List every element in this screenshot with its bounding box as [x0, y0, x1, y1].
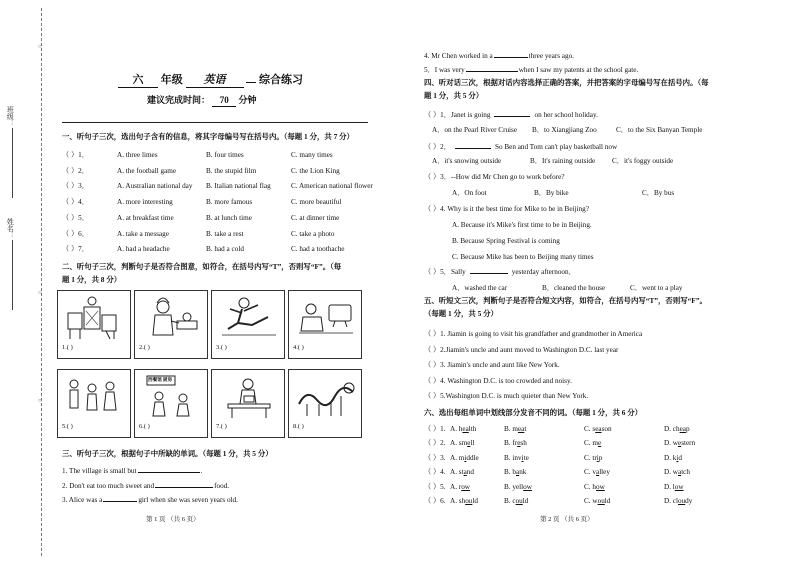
answer-blank[interactable]: [138, 466, 200, 473]
question-text-end: yesterday afternoon．: [511, 268, 576, 276]
underlined-sound: a: [677, 468, 682, 477]
fill-blank-sentence: [62, 495, 238, 505]
word-part: h: [458, 425, 463, 433]
word-option: [504, 497, 528, 506]
option-c: C. the Lion King: [291, 166, 340, 175]
underlined-sound: ou: [597, 497, 605, 505]
word-part: lley: [599, 468, 610, 477]
answer-blank[interactable]: [155, 481, 213, 488]
page-footer-left: 第 1 页 （共 6 页）: [146, 516, 200, 523]
picture-8-dragon-dance: [288, 369, 362, 438]
word-option: [664, 439, 695, 448]
section-6-heading: 六、选出每组单词中划线部分发音不同的词。（每题 1 分，共 6 分）: [424, 408, 643, 417]
question-line: [424, 110, 598, 120]
name-label: 姓名：: [6, 218, 15, 239]
picture-2-cooking: [134, 290, 208, 359]
question-number: （ ）1.: [424, 425, 446, 433]
underlined-sound: i: [464, 453, 467, 462]
statement-item: （ ）2.Jiamin's uncle and aunt moved to Washington D.C. last year: [424, 345, 619, 354]
answer-option: B. Because Spring Festival is coming: [452, 237, 560, 245]
underlined-sound: ow: [595, 482, 605, 491]
answer-blank[interactable]: [455, 142, 491, 149]
word-part: tch: [681, 468, 690, 477]
binding-circle: ○: [38, 398, 42, 404]
sentence-end: girl when she was seven years old.: [138, 496, 238, 504]
word-option: [664, 468, 690, 477]
section-1-heading: 一、听句子三次，选出句子含有的信息，将其字母编号写在括号内。（每题 1 分，共 7 分）: [62, 132, 354, 141]
option-c: C. had a toothache: [291, 245, 345, 254]
question-text: （ ）2．: [424, 143, 451, 151]
word-part: ddle: [466, 453, 479, 462]
question-text: （ ）4. Why is it the best time for Mike to be in Beijing?: [424, 205, 589, 213]
sentence-end: .: [200, 467, 203, 475]
picture-8-label: 8.( ): [293, 423, 304, 431]
picture-2-label: 2.( ): [139, 344, 150, 352]
page-footer-right: 第 2 页 （共 6 页）: [540, 516, 594, 523]
option-a: A. Australian national day: [117, 182, 193, 191]
question-number: （ ）3．: [62, 182, 89, 191]
chef-icon: [141, 295, 203, 341]
answer-blank[interactable]: [103, 495, 137, 502]
option-a: A. had a headache: [117, 245, 170, 254]
word-part: B. m: [504, 425, 518, 433]
question-number: （ ）6.: [424, 497, 446, 505]
question-number: （ ）2．: [62, 166, 89, 175]
underlined-sound: e: [467, 439, 471, 448]
binding-circle: ○: [38, 44, 42, 50]
time-label: 建议完成时间：: [147, 95, 211, 105]
word-part: d: [678, 453, 682, 462]
question-text-end: So Ben and Tom can't play basketball now: [494, 143, 618, 151]
class-blank-line: [12, 128, 13, 198]
question-number: （ ）4．: [62, 198, 89, 207]
underlined-sound: i: [596, 453, 599, 462]
answer-option: A．washed the car: [452, 284, 508, 292]
word-option: [504, 483, 532, 492]
word-part: son: [601, 425, 612, 433]
picture-5-label: 5.( ): [62, 423, 73, 431]
underlined-sound: e: [677, 439, 682, 448]
underlined-sound: ow: [461, 482, 470, 491]
word-part: A. r: [450, 482, 462, 491]
option-c: C. many times: [291, 151, 333, 159]
time-unit: 分钟: [238, 95, 257, 105]
word-option: [504, 439, 527, 448]
word-part: lth: [468, 425, 477, 433]
sentence-end: food.: [214, 481, 230, 490]
word-part: nd: [466, 468, 474, 477]
answer-option: B．cleaned the house: [542, 284, 606, 292]
section-5-subheading: （每题 1 分，共 5 分）: [424, 309, 498, 318]
picture-3-label: 3.( ): [216, 344, 227, 352]
word-part: t: [524, 425, 527, 433]
question-line: [424, 267, 576, 277]
word-part: ll: [470, 439, 475, 448]
word-option: [664, 425, 690, 434]
option-c: C. more beautiful: [291, 198, 342, 207]
word-part: C. tr: [584, 453, 597, 462]
picture-6-restaurant: [134, 369, 208, 438]
grade-suffix: 年级: [160, 74, 183, 86]
question-number: （ ）1．: [62, 151, 89, 159]
word-option: [504, 454, 529, 463]
option-b: B. more famous: [206, 198, 253, 207]
sentence-start: 4. Mr Chen worked in a: [424, 52, 493, 60]
word-part: A. st: [450, 468, 464, 477]
picture-4-tv: [288, 290, 362, 359]
word-option: [584, 497, 610, 506]
picture-4-label: 4.( ): [293, 344, 304, 352]
section-5-heading: 五、听短文三次，判断句子是否符合短文内容，如符合，在括号内写“T”，否则写“F”。: [424, 296, 707, 305]
question-line: [424, 142, 617, 152]
underlined-sound: e: [517, 439, 521, 448]
underlined-sound: a: [595, 468, 600, 477]
word-part: ld: [604, 497, 611, 505]
option-b: B. the stupid film: [206, 166, 257, 175]
tv-watching-icon: [295, 295, 357, 341]
option-b: B. four times: [206, 151, 244, 159]
question-number: （ ）5．: [62, 213, 89, 222]
word-option: [450, 454, 479, 463]
sentence-start: 1. The village is small but: [62, 467, 137, 475]
answer-option: A．On foot: [452, 189, 487, 197]
option-a: A. at breakfast time: [117, 213, 174, 222]
sentence-start: 2. Don't eat too much sweet and: [62, 481, 155, 490]
option-c: C. American national flower: [291, 182, 373, 191]
picture-5-family: [57, 369, 131, 438]
question-text-end: on her school holiday.: [534, 111, 598, 119]
word-part: ld: [472, 497, 478, 505]
kungfu-icon: [218, 295, 280, 341]
answer-option: B．to Xiangjiang Zoo: [532, 126, 597, 134]
underlined-sound: ea: [679, 425, 686, 433]
answer-option: A. Because it's Mike's first time to be in Beijing.: [452, 221, 592, 229]
title-suffix: 综合练习: [259, 74, 303, 86]
reading-icon: [218, 374, 280, 420]
word-part: stern: [681, 439, 696, 448]
header-rule: [62, 122, 368, 123]
option-b: B. at lunch time: [206, 213, 252, 222]
option-c: C. take a photo: [291, 229, 335, 238]
word-option: [664, 497, 692, 506]
picture-7-label: 7.( ): [216, 423, 227, 431]
underlined-sound: ou: [515, 497, 523, 505]
word-part: nk: [519, 468, 527, 477]
question-text: （ ）3．--How did Mr Chen go to work before?: [424, 173, 565, 181]
word-part: B. b: [504, 468, 516, 477]
question-text: （ ）5．Sally: [424, 268, 466, 276]
question-number: （ ）5.: [424, 482, 446, 491]
word-part: D. ch: [664, 425, 680, 433]
word-part: B. fr: [504, 439, 518, 448]
underlined-sound: i: [521, 453, 524, 462]
word-option: [664, 483, 684, 492]
word-option: [584, 468, 610, 477]
word-option: [584, 454, 602, 463]
answer-option: A．on the Pearl River Cruise: [432, 126, 518, 134]
answer-blank[interactable]: [466, 65, 518, 72]
question-number: （ ）6．: [62, 229, 89, 238]
fill-blank-sentence: [62, 481, 229, 491]
answer-option: C．it's foggy outside: [612, 157, 674, 165]
dragon-icon: [295, 374, 357, 420]
option-b: B. take a rest: [206, 229, 244, 238]
word-part: B. inv: [504, 453, 522, 462]
underlined-sound: a: [515, 468, 520, 477]
underlined-sound: a: [463, 468, 467, 477]
word-option: [584, 425, 612, 434]
word-part: C. w: [584, 497, 598, 505]
answer-blank[interactable]: [470, 267, 508, 274]
word-part: C. h: [584, 482, 596, 491]
option-a: A. take a message: [117, 229, 169, 238]
answer-blank[interactable]: [494, 110, 530, 117]
word-part: A.: [450, 425, 459, 433]
question-number: （ ）4.: [424, 468, 446, 477]
word-part: D. cl: [664, 497, 678, 505]
statement-item: （ ）3. Jiamin's uncle and aunt like New York.: [424, 361, 560, 369]
underlined-sound: ou: [677, 497, 686, 505]
binding-dashed-line: [41, 8, 42, 556]
option-a: A. the football game: [117, 166, 177, 175]
word-part: A. sh: [450, 497, 466, 505]
answer-option: B．It's raining outside: [530, 157, 596, 165]
word-option: [450, 468, 474, 477]
time-value: 70: [212, 95, 236, 107]
underlined-sound: ea: [517, 425, 525, 433]
word-part: B. yell: [504, 482, 524, 491]
shopping-bags-icon: [64, 295, 126, 341]
answer-option: C．By bus: [642, 189, 675, 197]
binding-circle: ○: [38, 290, 42, 296]
underlined-sound: ow: [523, 482, 532, 491]
answer-blank[interactable]: [494, 51, 528, 58]
answer-option: C．to the Six Banyan Temple: [616, 126, 703, 134]
answer-option: B．By bike: [534, 189, 569, 197]
option-b: B. had a cold: [206, 245, 244, 254]
word-part: A. m: [450, 453, 465, 462]
picture-6-label: 6.( ): [139, 423, 150, 431]
page-title: [118, 74, 303, 88]
section-2-heading-line1: 二、听句子三次，判断句子是否符合图意，如符合，在括号内写“T”，否则写“F”。（每: [62, 262, 342, 271]
section-4-heading-line2: 题 1 分，共 5 分）: [424, 91, 484, 100]
section-4-heading-line1: 四、听对话三次，根据对话内容选择正确的答案，并把答案的字母编号写在括号内。（每: [424, 78, 709, 87]
picture-3-kungfu: [211, 290, 285, 359]
section-2-heading-line2: 题 1 分，共 8 分）: [62, 275, 122, 284]
underlined-sound: i: [676, 453, 679, 462]
fill-blank-sentence: [424, 51, 574, 61]
underlined-sound: ou: [465, 497, 473, 505]
family-icon: [64, 374, 126, 420]
grade-value: 六: [118, 74, 158, 88]
picture-7-reading: [211, 369, 285, 438]
word-option: [450, 483, 470, 492]
answer-option: C. Because Mike has been to Beijing many times: [452, 253, 594, 261]
time-row: [147, 95, 257, 107]
fill-blank-sentence: [424, 65, 638, 75]
word-part: B. c: [504, 497, 516, 505]
word-part: p: [685, 425, 690, 433]
class-label: 班级：: [6, 106, 15, 127]
word-option: [450, 425, 476, 434]
underlined-sound: e: [597, 439, 602, 448]
title-gap: [246, 82, 256, 83]
word-part: C. v: [584, 468, 596, 477]
underlined-sound: ea: [595, 425, 602, 433]
word-option: [450, 497, 478, 506]
question-text: （ ）1．Janet is going: [424, 111, 491, 119]
picture-1-shopping: [57, 290, 131, 359]
sentence-start: 5．I was very: [424, 66, 465, 74]
underlined-sound: ow: [674, 482, 684, 491]
statement-item: （ ）5.Washington D.C. is much quieter than New York.: [424, 392, 589, 400]
question-line: [424, 205, 589, 214]
word-part: sh: [520, 439, 527, 448]
word-part: dy: [685, 497, 693, 505]
word-part: D. w: [664, 439, 678, 448]
question-number: （ ）7．: [62, 245, 89, 254]
picture-1-label: 1.( ): [62, 344, 73, 352]
option-a: A. more interesting: [117, 198, 173, 207]
section-3-heading: 三、听句子三次，根据句子中所缺的单词。（每题 1 分，共 5 分）: [62, 449, 273, 458]
underlined-sound: ea: [462, 425, 469, 433]
question-number: （ ）3.: [424, 453, 446, 462]
statement-item: （ ）4. Washington D.C. is too crowded and noisy.: [424, 376, 572, 385]
word-part: te: [523, 453, 529, 462]
statement-item: （ ）1. Jiamin is going to visit his grandfather and grandmother in America: [424, 330, 643, 338]
word-part: C. m: [584, 439, 598, 448]
word-part: D. l: [664, 482, 675, 491]
word-option: [504, 425, 526, 434]
question-number: （ ）2.: [424, 439, 446, 448]
word-part: A. sm: [450, 439, 468, 448]
option-c: C. at dinner time: [291, 213, 340, 222]
fill-blank-sentence: [62, 466, 202, 476]
sentence-start: 3. Alice was a: [62, 496, 103, 504]
word-part: D. w: [664, 468, 678, 477]
option-a: A. three limes: [117, 151, 158, 159]
answer-option: C．went to a play: [630, 284, 683, 292]
word-option: [664, 454, 682, 463]
option-b: B. Italian national flag: [206, 182, 271, 191]
name-blank-line: [12, 240, 13, 310]
word-option: [450, 439, 474, 448]
subject-value: 英语: [186, 74, 244, 88]
word-option: [584, 483, 605, 492]
sentence-end: three years ago.: [528, 52, 574, 60]
word-part: D. k: [664, 453, 677, 462]
question-line: [424, 173, 565, 182]
picture-6-sign-text: 西餐馆 厨房: [148, 377, 173, 382]
sentence-end: when I saw my patents at the school gate.: [518, 66, 639, 74]
word-part: p: [598, 453, 603, 462]
answer-option: A．it's snowing outside: [432, 157, 502, 165]
word-option: [504, 468, 526, 477]
word-part: C. s: [584, 425, 596, 433]
word-part: ld: [522, 497, 529, 505]
word-option: [584, 439, 601, 448]
